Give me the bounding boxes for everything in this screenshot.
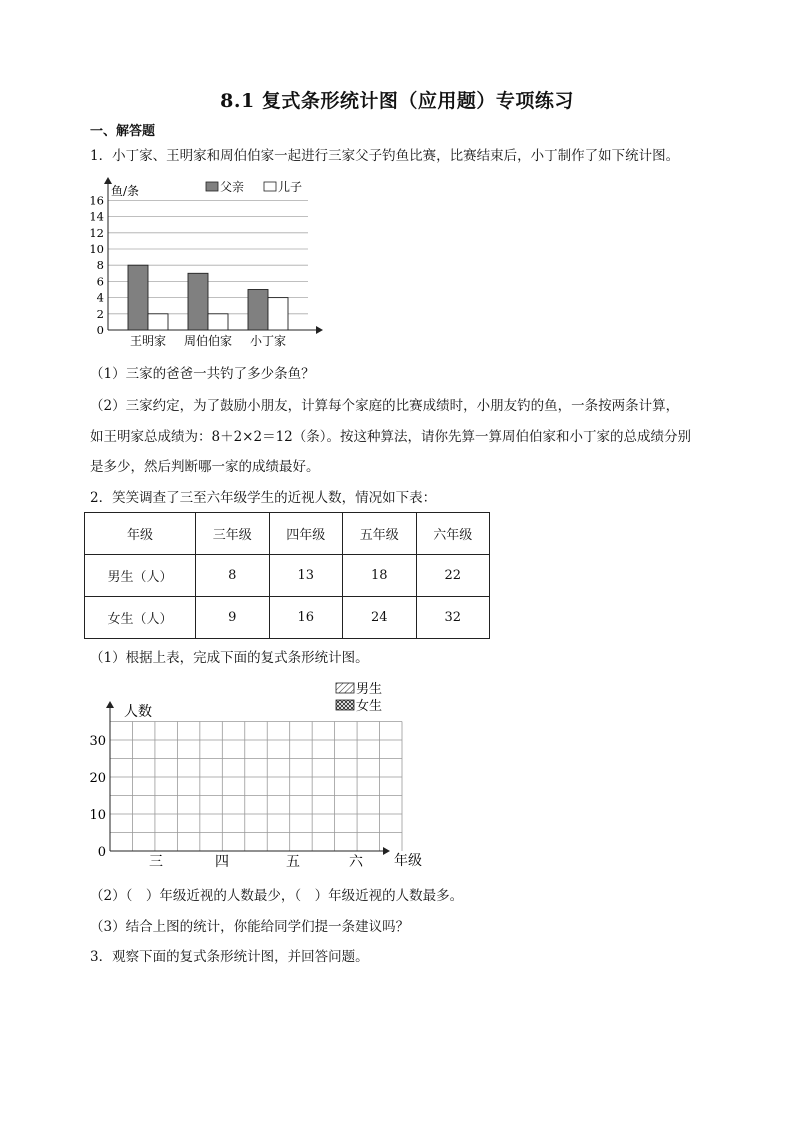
question-1-sub-1: （1）三家的爸爸一共钓了多少条鱼？ [90, 366, 315, 382]
y-tick-label: 16 [89, 193, 104, 208]
x-tick-label: 四 [215, 854, 229, 870]
y-axis-label: 人数 [124, 704, 152, 720]
question-1-sub-2-line-1: （2）三家约定，为了鼓励小朋友，计算每个家庭的比赛成绩时，小朋友钓的鱼，一条按两条计算， [90, 398, 680, 414]
legend-swatch [336, 700, 354, 710]
y-tick-label: 0 [96, 323, 104, 337]
table-cell: 8 [196, 555, 270, 597]
page-title: 8.1 复式条形统计图（应用题）专项练习 [220, 90, 574, 112]
table-cell: 13 [269, 555, 343, 597]
question-1-sub-2-line-2: 如王明家总成绩为：8＋2×2＝12（条）。按这种算法，请你先算一算周伯伯家和小丁家的总成绩分别 [90, 429, 692, 445]
y-tick-label: 12 [89, 225, 104, 240]
question-2-sub-3: （3）结合上图的统计，你能给同学们提一条建议吗？ [90, 919, 410, 935]
table-cell: 16 [269, 597, 343, 639]
legend-swatch [206, 182, 218, 191]
bar-father [248, 290, 268, 331]
table-cell: 9 [196, 597, 270, 639]
legend-label: 女生 [356, 699, 383, 714]
x-tick-label: 六 [349, 854, 363, 870]
y-tick-label: 20 [89, 771, 106, 786]
table-header-row [85, 513, 490, 555]
myopia-blank-chart [84, 676, 434, 876]
table-header-cell: 三年级 [196, 513, 270, 555]
y-tick-label: 10 [89, 242, 104, 256]
y-tick-label: 6 [96, 274, 104, 289]
table-cell: 18 [343, 555, 417, 597]
y-tick-label: 30 [89, 734, 106, 749]
section-heading: 一、解答题 [90, 124, 156, 139]
y-axis-label: 鱼/条 [111, 184, 140, 198]
bar-son [148, 314, 168, 330]
x-axis-label: 年级 [394, 853, 422, 869]
y-tick-label: 14 [89, 209, 104, 224]
bar-son [268, 298, 288, 330]
x-tick-label: 三 [149, 854, 163, 870]
table-cell: 22 [416, 555, 490, 597]
legend-swatch [336, 683, 354, 693]
bar-father [128, 265, 148, 330]
y-tick-label: 8 [96, 258, 104, 273]
table-row [85, 555, 490, 597]
y-tick-label: 0 [97, 845, 106, 860]
legend-swatch [264, 182, 276, 191]
question-2-sub-2: （2）（ ）年级近视的人数最少，（ ）年级近视的人数最多。 [90, 888, 464, 904]
x-tick-label: 五 [286, 854, 300, 870]
question-2-sub-1: （1）根据上表，完成下面的复式条形统计图。 [90, 650, 369, 666]
table-cell: 男生（人） [85, 555, 196, 597]
question-2-text: 2．笑笑调查了三至六年级学生的近视人数，情况如下表： [90, 490, 437, 506]
table-header-cell: 五年级 [343, 513, 417, 555]
legend-label: 儿子 [278, 180, 303, 194]
myopia-table [84, 512, 490, 639]
table-cell: 32 [416, 597, 490, 639]
table-header-cell: 六年级 [416, 513, 490, 555]
bar-son [208, 314, 228, 330]
fishing-bar-chart [84, 170, 334, 350]
table-row [85, 597, 490, 639]
table-cell: 女生（人） [85, 597, 196, 639]
y-tick-label: 10 [89, 808, 106, 823]
question-1-sub-2-line-3: 是多少，然后判断哪一家的成绩最好。 [90, 459, 320, 475]
legend-label: 男生 [356, 682, 383, 697]
x-tick-label: 周伯伯家 [183, 334, 233, 348]
bar-father [188, 273, 208, 330]
x-tick-label: 小丁家 [249, 334, 287, 348]
x-tick-label: 王明家 [129, 334, 167, 348]
table-header-cell: 年级 [85, 513, 196, 555]
y-tick-label: 4 [96, 290, 104, 305]
table-header-cell: 四年级 [269, 513, 343, 555]
legend-label: 父亲 [220, 180, 245, 194]
y-tick-label: 2 [96, 306, 104, 321]
question-3-text: 3．观察下面的复式条形统计图，并回答问题。 [90, 949, 369, 965]
question-1-text: 1．小丁家、王明家和周伯伯家一起进行三家父子钓鱼比赛，比赛结束后，小丁制作了如下统计图。 [90, 148, 680, 164]
table-cell: 24 [343, 597, 417, 639]
